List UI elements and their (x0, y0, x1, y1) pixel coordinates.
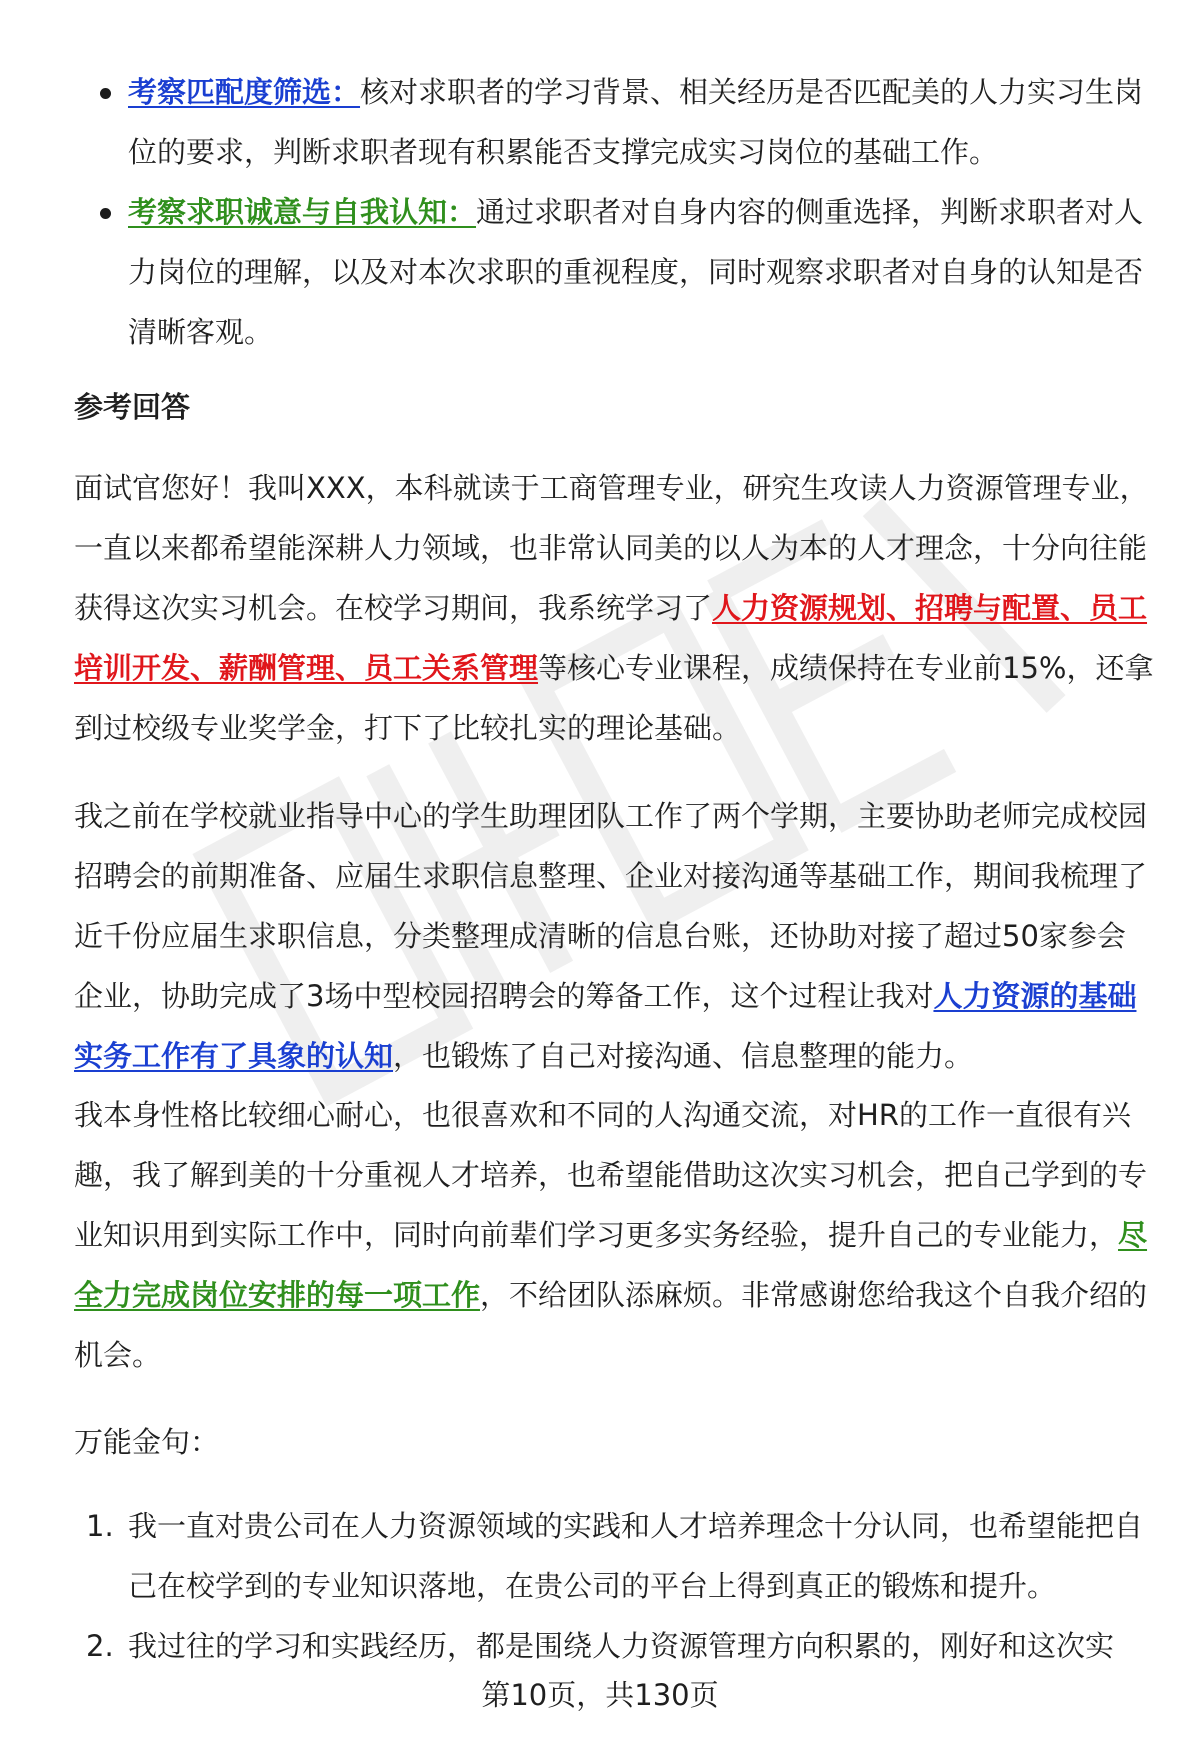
criteria-text: 通过求职者对自身内容的侧重选择，判断求职者对人力岗位的理解，以及对本次求职的重视程度，同时观察求职者对自身的认知是否清晰客观。 (128, 195, 1144, 349)
paragraph-text: 面试官您好！我叫XXX，本科就读于工商管理专业，研究生攻读人力资源管理专业，一直以来都希望能深耕人力领域，也非常认同美的以人为本的人才理念，十分向往能获得这次实习机会。在校学习期间，我系统学习了 (74, 471, 1149, 625)
courses-highlight: 人力资源规划、招聘与配置、员工培训开发、薪酬管理、员工关系管理 (74, 591, 1148, 685)
golden-heading: 万能金句： (74, 1425, 220, 1459)
answer-paragraph-2 (74, 786, 1154, 1086)
item-text: 我一直对贵公司在人力资源领域的实践和人才培养理念十分认同，也希望能把自己在校学到的专业知识落地，在贵公司的平台上得到真正的锻炼和提升。 (128, 1509, 1144, 1603)
criteria-item (74, 182, 1154, 362)
item-number: 1. (86, 1509, 114, 1543)
bullet-dot-icon (100, 88, 111, 99)
commitment-highlight: 尽全力完成岗位安排的每一项工作 (74, 1218, 1148, 1312)
item-number: 2. (86, 1629, 114, 1663)
paragraph-text: 我本身性格比较细心耐心，也很喜欢和不同的人沟通交流，对HR的工作一直很有兴趣，我了解到美的十分重视人才培养，也希望能借助这次实习机会，把自己学到的专业知识用到实际工作中，同时向前辈们学习更多实务经验，提升自己的专业能力， (74, 1098, 1148, 1252)
criteria-highlight: 考察求职诚意与自我认知： (128, 195, 477, 229)
paragraph-text: ，也锻炼了自己对接沟通、信息整理的能力。 (393, 1039, 974, 1073)
experience-highlight: 人力资源的基础实务工作有了具象的认知 (74, 979, 1137, 1073)
criteria-highlight: 考察匹配度筛选： (128, 75, 361, 109)
answer-paragraph-1 (74, 458, 1154, 758)
item-text: 我过往的学习和实践经历，都是围绕人力资源管理方向积累的，刚好和这次实 (128, 1629, 1115, 1663)
criteria-item (74, 62, 1154, 182)
answer-paragraph-3 (74, 1085, 1154, 1385)
golden-sentence-list (74, 1496, 1154, 1676)
bullet-dot-icon (100, 208, 111, 219)
golden-sentence-item (74, 1616, 1154, 1676)
reference-heading: 参考回答 (74, 390, 191, 424)
golden-sentence-item (74, 1496, 1154, 1616)
page-footer: 第10页，共130页 (481, 1678, 719, 1712)
paragraph-text: 等核心专业课程，成绩保持在专业前15%，还拿到过校级专业奖学金，打下了比较扎实的理论基础。 (74, 651, 1154, 745)
criteria-list (74, 62, 1154, 362)
paragraph-text: ，不给团队添麻烦。非常感谢您给我这个自我介绍的机会。 (74, 1278, 1148, 1372)
paragraph-text: 我之前在学校就业指导中心的学生助理团队工作了两个学期，主要协助老师完成校园招聘会的前期准备、应届生求职信息整理、企业对接沟通等基础工作，期间我梳理了近千份应届生求职信息，分类整理成清晰的信息台账，还协助对接了超过50家参会企业，协助完成了3场中型校园招聘会的筹备工作，这个过程让我对 (74, 799, 1148, 1013)
criteria-text: 核对求职者的学习背景、相关经历是否匹配美的人力实习生岗位的要求，判断求职者现有积累能否支撑完成实习岗位的基础工作。 (128, 75, 1144, 169)
